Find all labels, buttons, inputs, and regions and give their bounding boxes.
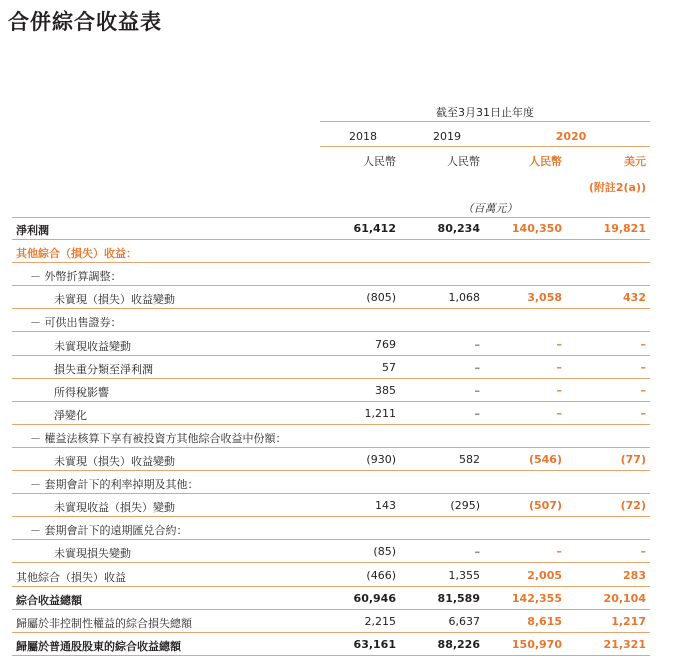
year-2020: 2020 — [555, 130, 587, 143]
row-label: 歸屬於非控制性權益的綜合損失總額 — [16, 616, 192, 630]
row-label: 未實現損失變動 — [54, 547, 131, 561]
row-label: 所得稅影響 — [54, 385, 109, 399]
row-value: 769 — [375, 337, 396, 351]
row-divider — [12, 470, 650, 471]
row-divider — [12, 285, 650, 286]
row-value: 150,970 — [511, 637, 562, 651]
currency-2018: 人民幣 — [363, 155, 396, 168]
row-value: 60,946 — [353, 591, 396, 605]
currency-2019: 人民幣 — [447, 155, 480, 168]
row-divider — [12, 539, 650, 540]
row-value: (466) — [366, 568, 396, 582]
row-value: 1,068 — [448, 291, 480, 305]
row-divider — [12, 355, 650, 356]
row-label: － 可供出售證券： — [30, 316, 122, 330]
statement-title: 合併綜合收益表 — [8, 10, 162, 34]
row-label: 其他綜合（損失）收益： — [16, 247, 137, 261]
row-divider — [12, 262, 650, 263]
row-value: 3,058 — [527, 291, 562, 305]
row-value: 63,161 — [353, 637, 396, 651]
row-label: 歸屬於普通股股東的綜合收益總額 — [16, 639, 181, 653]
table-top-rule — [12, 217, 650, 218]
row-divider — [12, 609, 650, 610]
row-divider — [12, 308, 650, 309]
row-divider — [12, 378, 650, 379]
row-value: (507) — [528, 499, 562, 513]
row-value: 385 — [375, 383, 396, 397]
row-value: – — [640, 360, 646, 374]
header-rule-year — [320, 146, 650, 147]
unit-label: （百萬元） — [462, 202, 518, 215]
row-value: – — [556, 360, 562, 374]
row-value: 2,005 — [527, 568, 562, 582]
row-value: (77) — [620, 453, 646, 466]
row-label: 淨利潤 — [16, 224, 49, 237]
row-value: – — [474, 406, 480, 420]
row-divider — [12, 516, 650, 517]
note-ref: (附註2(a)) — [588, 181, 646, 194]
row-label: 綜合收益總額 — [16, 593, 82, 607]
row-divider — [12, 239, 650, 240]
row-divider — [12, 447, 650, 448]
row-value: – — [640, 545, 646, 559]
row-label: 其他綜合（損失）收益 — [16, 570, 126, 584]
row-label: 損失重分類至淨利潤 — [54, 362, 153, 376]
row-divider — [12, 401, 650, 402]
row-label: 未實現收益變動 — [54, 339, 131, 353]
row-label: － 外幣折算調整： — [30, 270, 122, 284]
row-value: – — [640, 337, 646, 351]
row-value: 582 — [459, 453, 480, 466]
row-label: 未實現（損失）收益變動 — [54, 455, 175, 468]
row-value: – — [640, 383, 646, 397]
row-value: – — [640, 406, 646, 420]
row-value: 61,412 — [353, 222, 396, 235]
row-value: – — [474, 337, 480, 351]
row-value: 142,355 — [511, 591, 562, 605]
row-value: 8,615 — [527, 614, 562, 628]
row-label: 淨變化 — [54, 408, 87, 422]
row-value: 20,104 — [603, 591, 646, 605]
row-value: – — [556, 337, 562, 351]
row-divider — [12, 586, 650, 587]
row-divider — [12, 562, 650, 563]
row-divider — [12, 655, 650, 656]
header-rule-top — [320, 121, 650, 122]
year-2018: 2018 — [349, 130, 377, 143]
row-label: 未實現（損失）收益變動 — [54, 293, 175, 307]
row-value: 143 — [375, 499, 396, 513]
row-value: 432 — [623, 291, 646, 305]
row-value: 283 — [623, 568, 646, 582]
row-divider — [12, 424, 650, 425]
row-value: (72) — [620, 499, 646, 513]
row-label: － 套期會計下的利率掉期及其他： — [30, 478, 199, 492]
row-value: 19,821 — [603, 222, 646, 235]
row-label: 未實現收益（損失）變動 — [54, 501, 175, 515]
row-value: 1,355 — [448, 568, 480, 582]
row-value: (546) — [528, 453, 562, 466]
row-value: 2,215 — [364, 614, 396, 628]
row-value: 57 — [382, 360, 396, 374]
row-value: – — [474, 383, 480, 397]
row-value: 21,321 — [603, 637, 646, 651]
row-value: 1,217 — [611, 614, 646, 628]
row-value: – — [556, 406, 562, 420]
row-value: (930) — [366, 453, 396, 466]
row-value: 1,211 — [364, 406, 396, 420]
currency-2020-rmb: 人民幣 — [529, 155, 562, 168]
row-value: – — [556, 545, 562, 559]
row-label: － 套期會計下的遠期匯兑合約： — [30, 524, 188, 538]
row-value: 140,350 — [511, 222, 562, 235]
row-value: 6,637 — [448, 614, 480, 628]
row-value: 88,226 — [437, 637, 480, 651]
row-value: – — [556, 383, 562, 397]
row-label: － 權益法核算下享有被投資方其他綜合收益中份額： — [30, 431, 287, 445]
row-value: (805) — [366, 291, 396, 305]
currency-2020-usd: 美元 — [624, 155, 646, 168]
period-label: 截至3月31日止年度 — [436, 106, 534, 119]
row-value: – — [474, 545, 480, 559]
row-value: 81,589 — [437, 591, 480, 605]
year-2019: 2019 — [433, 130, 461, 143]
row-divider — [12, 632, 650, 633]
row-value: (295) — [450, 499, 480, 513]
row-divider — [12, 331, 650, 332]
row-divider — [12, 493, 650, 494]
row-value: – — [474, 360, 480, 374]
row-value: 80,234 — [437, 222, 480, 235]
row-value: (85) — [373, 545, 396, 559]
